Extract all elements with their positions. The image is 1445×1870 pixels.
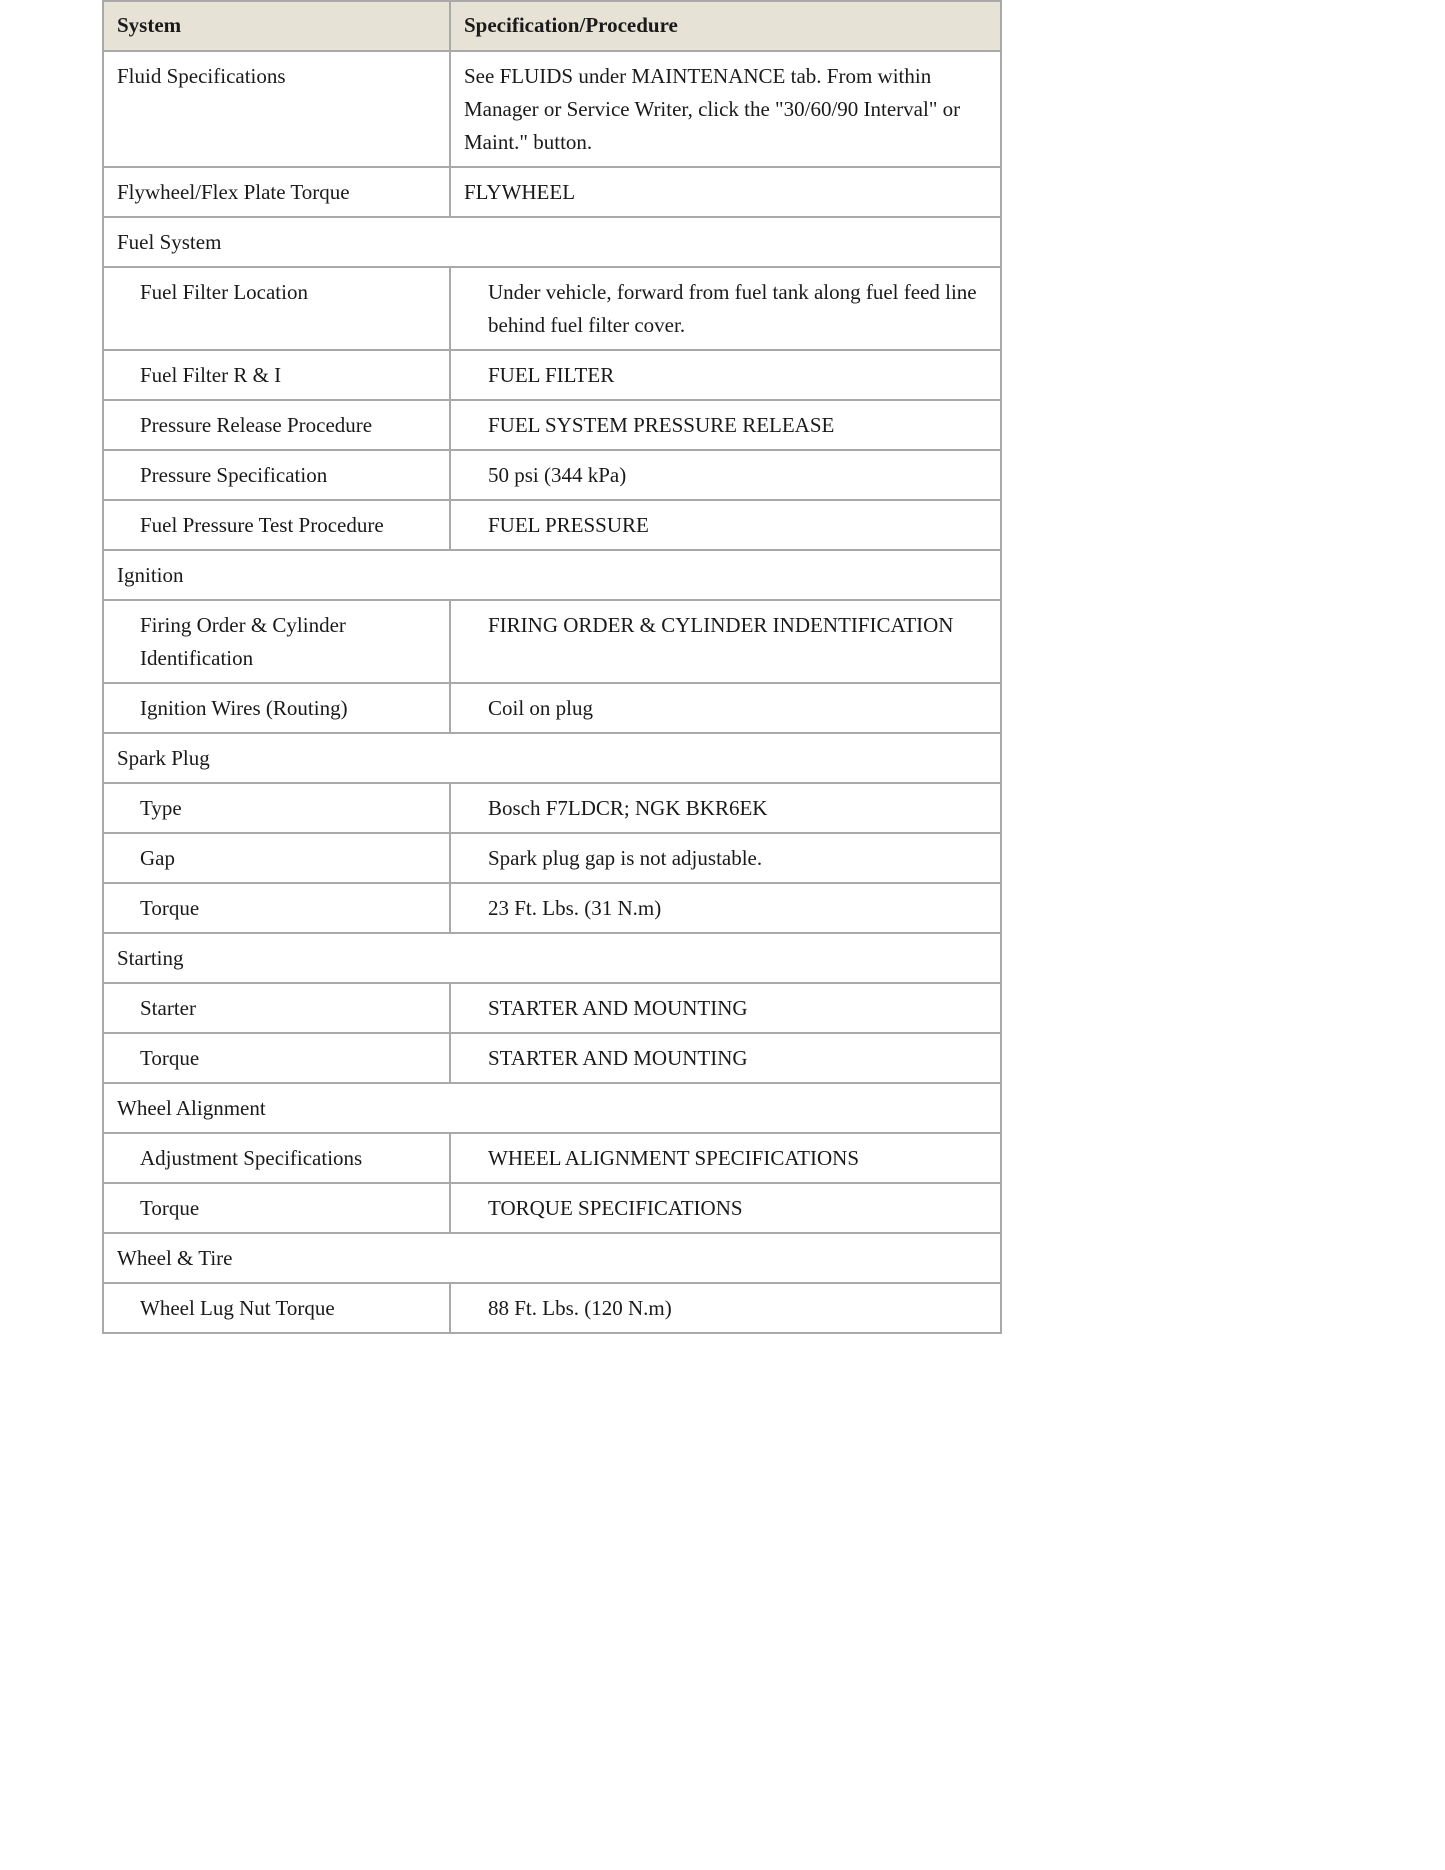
section-heading: Wheel Alignment bbox=[103, 1083, 1001, 1133]
section-heading: Fuel System bbox=[103, 217, 1001, 267]
system-cell: Fluid Specifications bbox=[103, 51, 450, 167]
system-cell: Flywheel/Flex Plate Torque bbox=[103, 167, 450, 217]
system-cell: Ignition Wires (Routing) bbox=[103, 683, 450, 733]
section-row bbox=[103, 1233, 1001, 1283]
table-row bbox=[103, 1133, 1001, 1183]
table-row bbox=[103, 1283, 1001, 1333]
system-cell: Torque bbox=[103, 1033, 450, 1083]
table-row bbox=[103, 350, 1001, 400]
specification-cell: FUEL FILTER bbox=[450, 350, 1001, 400]
system-cell: Fuel Filter Location bbox=[103, 267, 450, 350]
specification-cell: See FLUIDS under MAINTENANCE tab. From within Manager or Service Writer, click the "30/60/90 Interval" or Maint." button. bbox=[450, 51, 1001, 167]
table-row bbox=[103, 983, 1001, 1033]
table-row bbox=[103, 883, 1001, 933]
system-cell: Fuel Pressure Test Procedure bbox=[103, 500, 450, 550]
header-row bbox=[103, 1, 1001, 51]
section-row bbox=[103, 550, 1001, 600]
table-header bbox=[103, 1, 1001, 51]
specification-cell: STARTER AND MOUNTING bbox=[450, 983, 1001, 1033]
table-row bbox=[103, 1183, 1001, 1233]
specification-cell: FLYWHEEL bbox=[450, 167, 1001, 217]
table-row bbox=[103, 683, 1001, 733]
specification-cell: 50 psi (344 kPa) bbox=[450, 450, 1001, 500]
table-row bbox=[103, 267, 1001, 350]
specification-cell: 23 Ft. Lbs. (31 N.m) bbox=[450, 883, 1001, 933]
table-row bbox=[103, 400, 1001, 450]
table-row bbox=[103, 783, 1001, 833]
system-cell: Torque bbox=[103, 883, 450, 933]
system-cell: Pressure Specification bbox=[103, 450, 450, 500]
table-row bbox=[103, 600, 1001, 683]
specification-cell: Under vehicle, forward from fuel tank along fuel feed line behind fuel filter cover. bbox=[450, 267, 1001, 350]
system-cell: Wheel Lug Nut Torque bbox=[103, 1283, 450, 1333]
specification-table bbox=[102, 0, 1002, 1334]
specification-cell: FUEL PRESSURE bbox=[450, 500, 1001, 550]
specification-cell: FIRING ORDER & CYLINDER INDENTIFICATION bbox=[450, 600, 1001, 683]
specification-cell: STARTER AND MOUNTING bbox=[450, 1033, 1001, 1083]
system-cell: Fuel Filter R & I bbox=[103, 350, 450, 400]
table-body bbox=[103, 51, 1001, 1333]
specification-cell: Coil on plug bbox=[450, 683, 1001, 733]
section-row bbox=[103, 1083, 1001, 1133]
table-row bbox=[103, 450, 1001, 500]
header-system: System bbox=[103, 1, 450, 51]
specification-cell: FUEL SYSTEM PRESSURE RELEASE bbox=[450, 400, 1001, 450]
section-heading: Wheel & Tire bbox=[103, 1233, 1001, 1283]
specification-cell: WHEEL ALIGNMENT SPECIFICATIONS bbox=[450, 1133, 1001, 1183]
system-cell: Type bbox=[103, 783, 450, 833]
header-specification-procedure: Specification/Procedure bbox=[450, 1, 1001, 51]
system-cell: Gap bbox=[103, 833, 450, 883]
system-cell: Torque bbox=[103, 1183, 450, 1233]
specification-cell: TORQUE SPECIFICATIONS bbox=[450, 1183, 1001, 1233]
specification-cell: Bosch F7LDCR; NGK BKR6EK bbox=[450, 783, 1001, 833]
section-heading: Spark Plug bbox=[103, 733, 1001, 783]
section-heading: Ignition bbox=[103, 550, 1001, 600]
table-row bbox=[103, 833, 1001, 883]
table-row bbox=[103, 167, 1001, 217]
table-row bbox=[103, 51, 1001, 167]
system-cell: Starter bbox=[103, 983, 450, 1033]
table-row bbox=[103, 1033, 1001, 1083]
specification-cell: 88 Ft. Lbs. (120 N.m) bbox=[450, 1283, 1001, 1333]
specification-cell: Spark plug gap is not adjustable. bbox=[450, 833, 1001, 883]
system-cell: Firing Order & Cylinder Identification bbox=[103, 600, 450, 683]
section-row bbox=[103, 733, 1001, 783]
section-heading: Starting bbox=[103, 933, 1001, 983]
table-row bbox=[103, 500, 1001, 550]
system-cell: Adjustment Specifications bbox=[103, 1133, 450, 1183]
section-row bbox=[103, 217, 1001, 267]
section-row bbox=[103, 933, 1001, 983]
system-cell: Pressure Release Procedure bbox=[103, 400, 450, 450]
